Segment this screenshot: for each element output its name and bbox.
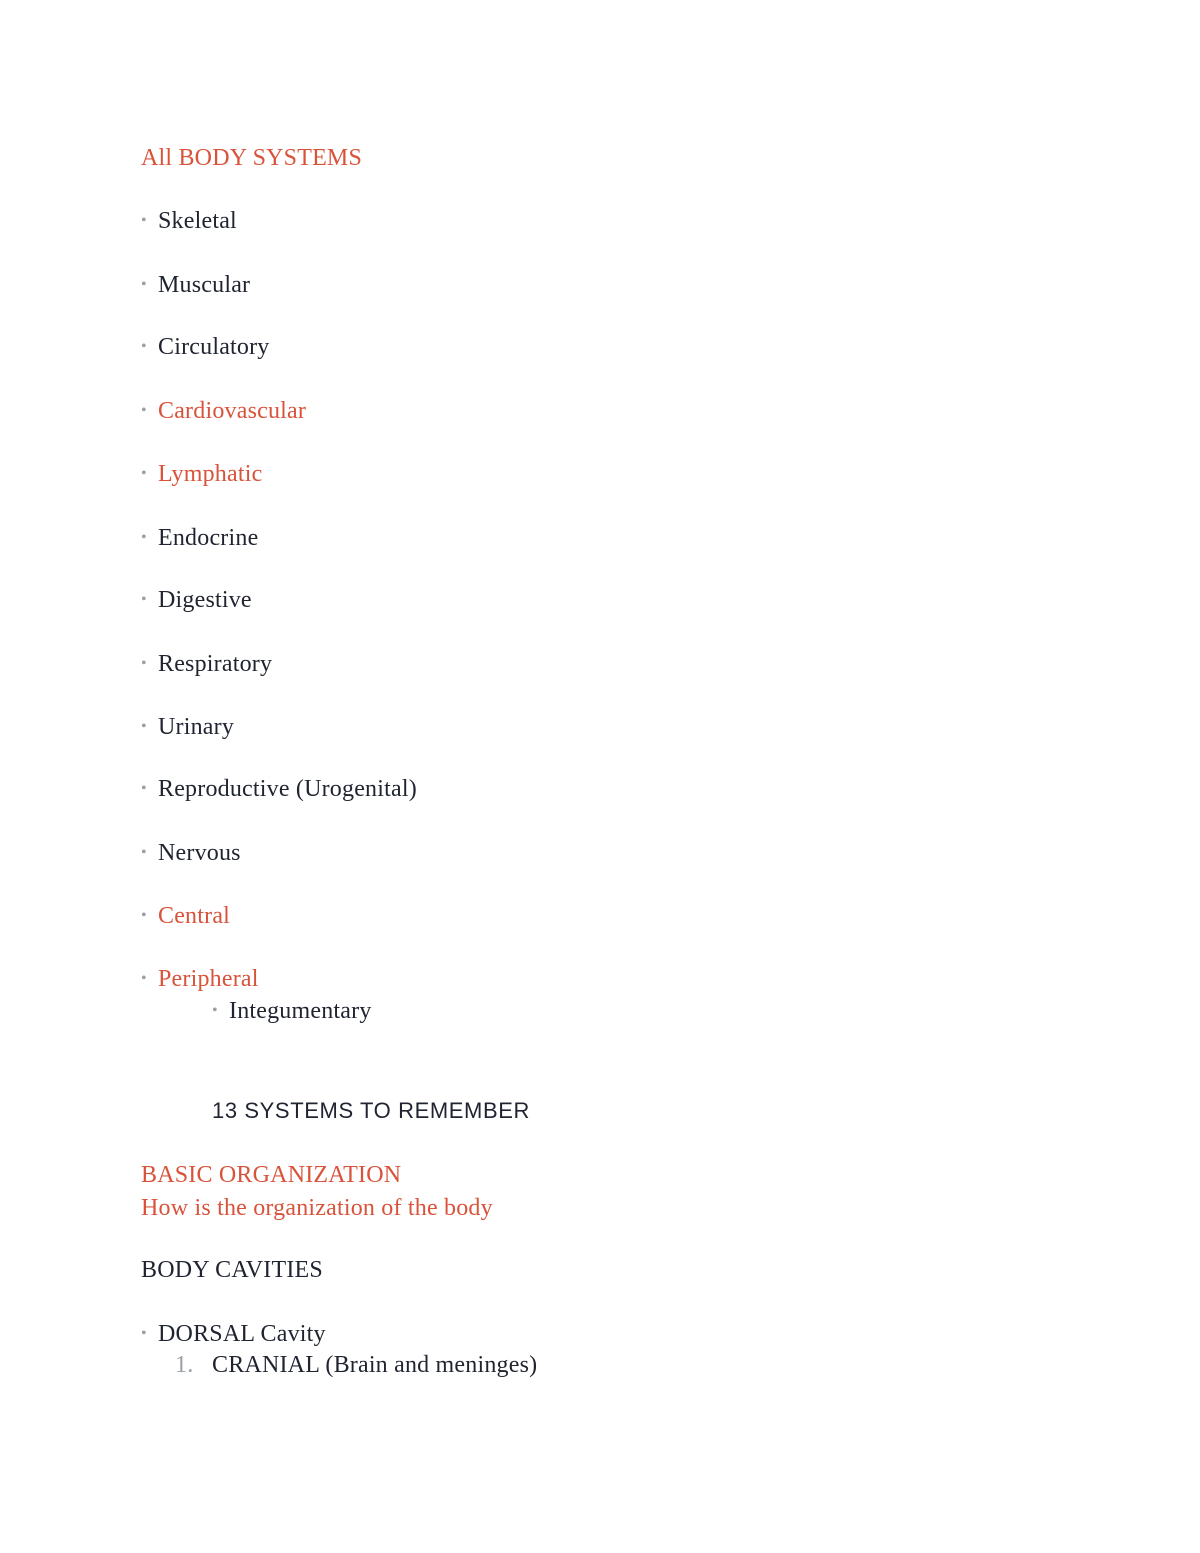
systems-note: 13 SYSTEMS TO REMEMBER [212, 1098, 531, 1123]
list-item-reproductive [141, 774, 417, 807]
list-number: 1. [175, 1352, 194, 1378]
list-item-label: Digestive [158, 587, 252, 613]
list-item-label: CRANIAL (Brain and meninges) [212, 1352, 538, 1378]
list-item-label: Peripheral [158, 966, 259, 992]
bullet-icon: • [141, 907, 147, 924]
list-item-label: Urinary [158, 714, 235, 740]
list-item-label: Lymphatic [158, 461, 263, 487]
bullet-icon: • [212, 1002, 218, 1019]
list-item-peripheral [141, 964, 259, 997]
bullet-icon: • [141, 970, 147, 987]
list-item-central [141, 901, 230, 934]
bullet-icon: • [141, 718, 147, 735]
bullet-icon: • [141, 465, 147, 482]
list-item-label: Respiratory [158, 651, 273, 677]
bullet-icon: • [141, 655, 147, 672]
list-item-integumentary [212, 996, 372, 1029]
list-item-label: Muscular [158, 272, 251, 298]
list-item-skeletal [141, 206, 237, 239]
list-item-label: Endocrine [158, 525, 259, 551]
list-item-lymphatic [141, 459, 262, 492]
list-item-respiratory [141, 649, 272, 682]
bullet-icon: • [141, 529, 147, 546]
bullet-icon: • [141, 338, 147, 355]
organization-subtitle: How is the organization of the body [141, 1195, 493, 1221]
list-item-endocrine [141, 523, 258, 556]
list-item-label: Nervous [158, 840, 241, 866]
list-item-label: Integumentary [229, 998, 372, 1024]
list-item-digestive [141, 585, 252, 618]
bullet-icon: • [141, 591, 147, 608]
list-item-label: Skeletal [158, 208, 237, 234]
list-item-muscular [141, 270, 250, 303]
list-item-label: Cardiovascular [158, 398, 307, 424]
list-item-label: DORSAL Cavity [158, 1321, 326, 1347]
list-item-circulatory [141, 332, 270, 365]
bullet-icon: • [141, 212, 147, 229]
bullet-icon: • [141, 780, 147, 797]
list-item-label: Central [158, 903, 231, 929]
bullet-icon: • [141, 844, 147, 861]
list-item-cranial [175, 1350, 537, 1380]
list-item-label: Circulatory [158, 334, 270, 360]
list-item-nervous [141, 838, 241, 871]
list-item-label: Reproductive (Urogenital) [158, 776, 417, 802]
body-systems-heading: All BODY SYSTEMS [141, 145, 363, 171]
bullet-icon: • [141, 1325, 147, 1342]
bullet-icon: • [141, 276, 147, 293]
list-item-urinary [141, 712, 234, 745]
cavities-heading: BODY CAVITIES [141, 1257, 323, 1283]
list-item-dorsal [141, 1319, 326, 1352]
bullet-icon: • [141, 402, 147, 419]
organization-heading: BASIC ORGANIZATION [141, 1162, 402, 1188]
list-item-cardiovascular [141, 396, 306, 429]
